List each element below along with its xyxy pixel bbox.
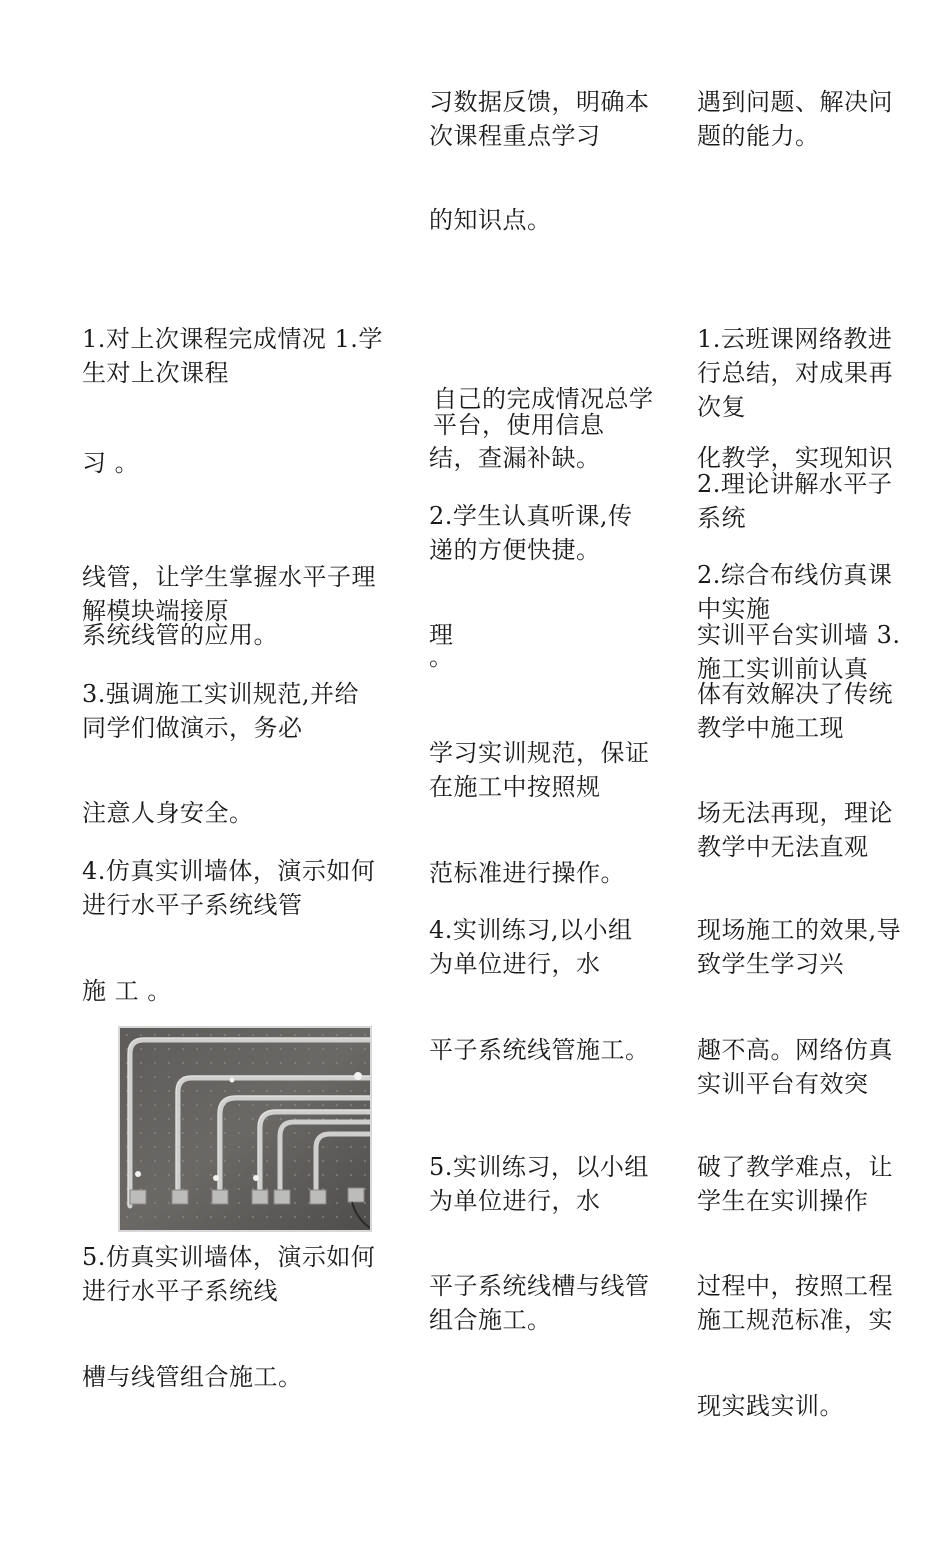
text-line: 5.仿真实训墙体，演示如何	[82, 1243, 376, 1271]
text-line: 平子系统线槽与线管	[429, 1272, 650, 1300]
middle-paragraph-10	[429, 1033, 650, 1067]
text-line: 进行水平子系统线	[82, 1277, 278, 1305]
middle-paragraph-4	[429, 441, 601, 475]
text-line: 范标准进行操作。	[429, 859, 625, 887]
text-line: 习数据反馈，明确本	[429, 88, 650, 116]
text-line: 3.强调施工实训规范,并给	[82, 680, 360, 708]
text-line: 破了教学难点，让	[697, 1153, 893, 1181]
middle-paragraph-5	[429, 499, 633, 567]
text-line: 1.云班课网络教进	[697, 325, 893, 353]
text-line: 教学中施工现	[697, 714, 844, 742]
text-line: 中实施	[697, 595, 771, 623]
middle-paragraph-8	[429, 856, 625, 890]
text-line: 系统线管的应用。	[82, 621, 278, 649]
right-paragraph-5	[697, 618, 901, 686]
text-line: 习 。	[82, 449, 140, 477]
right-paragraph-1	[697, 85, 893, 153]
middle-paragraph-12	[429, 1269, 650, 1337]
cable-conduit-wall-illustration	[120, 1028, 370, 1230]
text-line: 趣不高。网络仿真	[697, 1036, 893, 1064]
right-paragraph-12	[697, 1389, 844, 1423]
training-wall-photo	[118, 1026, 372, 1232]
text-line: 解模块端接原	[82, 597, 229, 625]
text-line: 系统	[697, 504, 746, 532]
text-line: 2.理论讲解水平子	[697, 470, 893, 498]
text-line: 5.实训练习，以小组	[429, 1153, 649, 1181]
text-line: 行总结，对成果再	[697, 359, 893, 387]
right-paragraph-2	[697, 322, 893, 424]
left-paragraph-7	[82, 854, 375, 922]
text-line: 的知识点。	[429, 206, 552, 234]
right-paragraph-9	[697, 1033, 893, 1101]
text-line: 场无法再现，理论	[697, 799, 893, 827]
text-line: 线管，让学生掌握水平子理	[82, 563, 376, 591]
middle-paragraph-3	[433, 382, 654, 442]
text-line: 次复	[697, 393, 746, 421]
middle-paragraph-1	[429, 85, 650, 153]
text-line: 化教学，实现知识	[697, 444, 893, 472]
text-line: 学生在实训操作	[697, 1187, 869, 1215]
right-paragraph-8	[697, 913, 901, 981]
text-line: 实训平台有效突	[697, 1070, 869, 1098]
middle-paragraph-9	[429, 913, 633, 981]
text-line: 施工规范标准，实	[697, 1306, 893, 1334]
text-line: 过程中，按照工程	[697, 1272, 893, 1300]
middle-paragraph-7	[429, 736, 650, 804]
text-line: 槽与线管组合施工。	[82, 1363, 303, 1391]
text-line: 现场施工的效果,导	[697, 916, 902, 944]
text-line: 施 工 。	[82, 977, 172, 1005]
text-line: 在施工中按照规	[429, 773, 601, 801]
text-line: 次课程重点学习	[429, 122, 601, 150]
text-line: 2.学生认真听课,传	[429, 502, 633, 530]
text-line: 2.综合布线仿真课	[697, 561, 893, 589]
text-line: 教学中无法直观	[697, 833, 869, 861]
left-paragraph-5	[82, 677, 359, 745]
text-line: 递的方便快捷。	[429, 536, 601, 564]
right-paragraph-10	[697, 1150, 893, 1218]
left-paragraph-6	[82, 796, 254, 830]
middle-paragraph-11	[429, 1150, 649, 1218]
text-line: 结，查漏补缺。	[429, 444, 601, 472]
text-line: 4.实训练习,以小组	[429, 916, 633, 944]
left-paragraph-8	[82, 974, 172, 1008]
text-line: 平子系统线管施工。	[429, 1036, 650, 1064]
right-paragraph-11	[697, 1269, 893, 1337]
right-paragraph-4	[697, 558, 892, 626]
left-paragraph-10	[82, 1360, 303, 1394]
text-line: 体有效解决了传统	[697, 680, 893, 708]
text-line: 组合施工。	[429, 1306, 552, 1334]
text-line: 为单位进行，水	[429, 950, 601, 978]
left-paragraph-9	[82, 1240, 375, 1308]
text-line: 平台，使用信息	[433, 411, 605, 439]
text-line: 生对上次课程	[82, 359, 229, 387]
text-line: 4.仿真实训墙体，演示如何	[82, 857, 376, 885]
right-paragraph-3	[697, 441, 893, 535]
text-line: 理	[429, 621, 454, 649]
text-line: 同学们做演示，务必	[82, 714, 303, 742]
text-line: 实训平台实训墙 3.	[697, 621, 901, 649]
text-line: 注意人身安全。	[82, 799, 254, 827]
text-line: 。	[429, 643, 454, 671]
middle-paragraph-6	[429, 618, 454, 674]
text-line: 现实践实训。	[697, 1392, 844, 1420]
right-paragraph-6	[697, 677, 893, 745]
text-line: 致学生学习兴	[697, 950, 844, 978]
text-line: 自己的完成情况总学	[433, 385, 654, 413]
text-line: 进行水平子系统线管	[82, 891, 303, 919]
text-line: 1.对上次课程完成情况 1.学	[82, 325, 383, 353]
middle-paragraph-2	[429, 203, 552, 237]
left-paragraph-1	[82, 322, 383, 390]
right-paragraph-7	[697, 796, 893, 864]
text-line: 施工实训前认真	[697, 655, 869, 683]
text-line: 遇到问题、解决问	[697, 88, 893, 116]
left-paragraph-4	[82, 618, 278, 652]
text-line: 为单位进行，水	[429, 1187, 601, 1215]
text-line: 题的能力。	[697, 122, 820, 150]
left-paragraph-2	[82, 446, 139, 480]
text-line: 学习实训规范，保证	[429, 739, 650, 767]
